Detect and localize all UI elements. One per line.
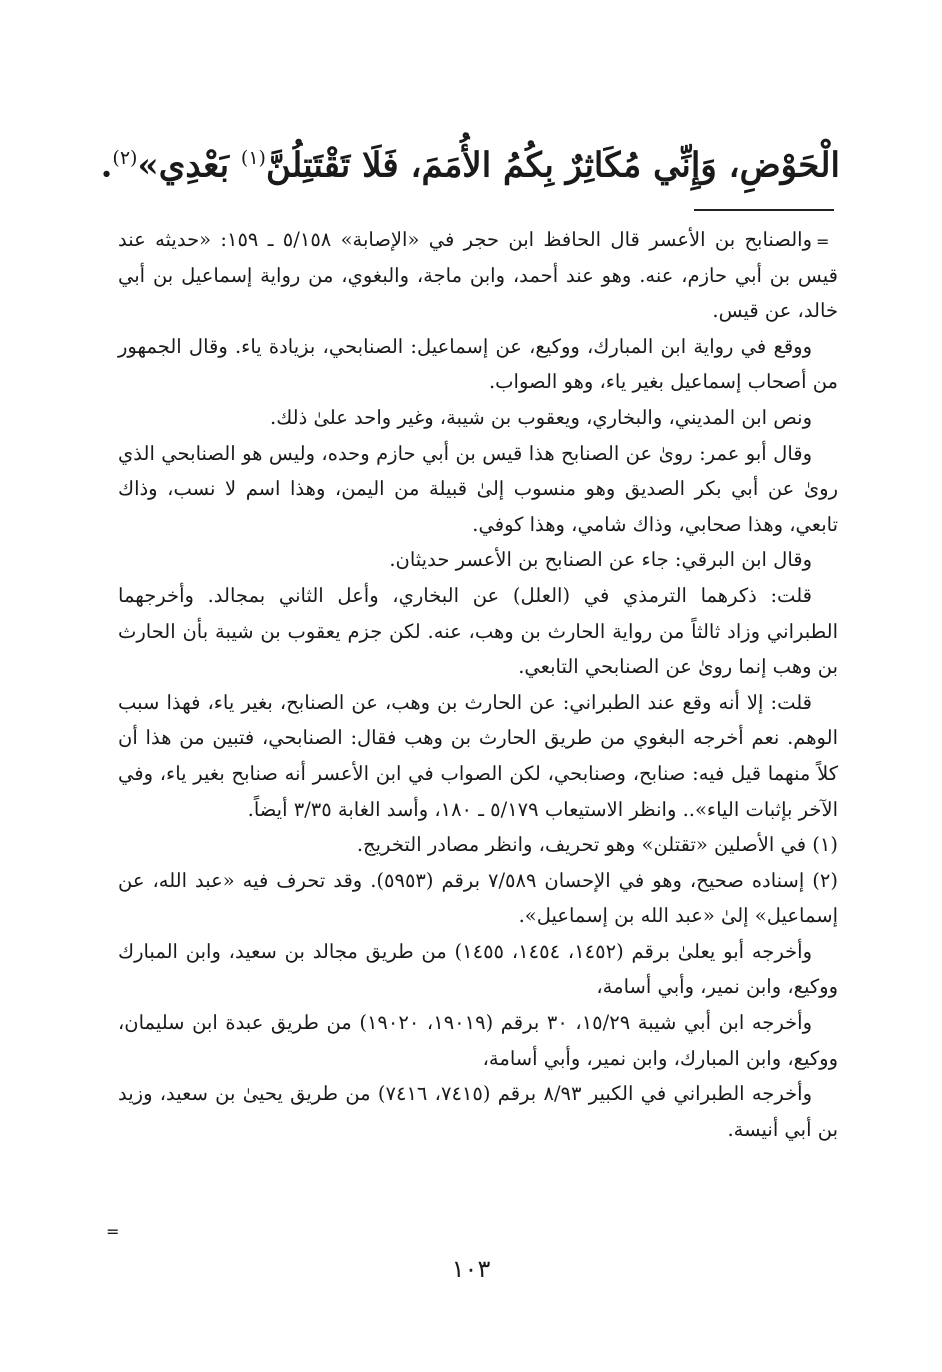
- carryover-paragraph: قلت: ذكرهما الترمذي في (العلل) عن البخاري، وأعل الثاني بمجالد. وأخرجهما الطبراني وزاد ثالثاً من رواية الحارث بن وهب، عنه. لكن جزم يعقوب بن شيبة بأن الحارث بن وهب إنما روىٰ عن الصنابحي التابعي.: [118, 583, 838, 679]
- carryover-paragraph: والصنابح بن الأعسر قال الحافظ ابن حجر في «الإصابة» ٥/١٥٨ ـ ١٥٩: «حديثه عند قيس بن أبي حازم، عنه. وهو عند أحمد، وابن ماجة، والبغوي، من رواية إسماعيل بن أبي خالد، عن قيس.: [118, 228, 838, 323]
- footnote-2-paragraph: وأخرجه الطبراني في الكبير ٨/٩٣ برقم (٧٤١٥، ٧٤١٦) من طريق يحيىٰ بن سعيد، وزيد بن أبي أنيسة.: [118, 1082, 838, 1141]
- footnotes-section: [118, 222, 838, 1147]
- carryover-paragraph: قلت: إلا أنه وقع عند الطبراني: عن الحارث بن وهب، عن الصنابح، بغير ياء، فهذا سبب الوهم. نعم أخرجه البغوي من طريق الحارث بن وهب فقال: الصنابحي، فتبين من هذا أن كلاً منهما قيل فيه: صنابح، وصنابحي، لكن الصواب في ابن الأعسر أنه صنابح بغير ياء، وفي الآخر بإثبات الياء».. وانظر الاستيعاب ٥/١٧٩ ـ ١٨٠، وأسد الغابة ٣/٣٥ أيضاً.: [118, 690, 838, 821]
- footnote-1: (١) في الأصلين «تقتلن» وهو تحريف، وانظر مصادر التخريج.: [356, 833, 838, 857]
- main-text-part-1: الْحَوْضِ، وَإِنِّي مُكَاثِرٌ بِكُمُ الأُمَمَ، فَلَا تَقْتَتِلُنَّ: [265, 145, 840, 186]
- footnote-2: (٢) إسناده صحيح، وهو في الإحسان ٧/٥٨٩ برقم (٥٩٥٣). وقد تحرف فيه «عبد الله، عن إسماعيل» إلىٰ «عبد الله بن إسماعيل».: [118, 868, 838, 928]
- carryover-paragraph: وقال أبو عمر: روىٰ عن الصنابح هذا قيس بن أبي حازم وحده، وليس هو الصنابحي الذي روىٰ عن أبي بكر الصديق وهو منسوب إلىٰ قبيلة من اليمن، وهذا اسم لا نسب، وذاك تابعي، وهذا صحابي، وذاك شامي، وهذا كوفي.: [118, 441, 838, 536]
- carryover-paragraph: ووقع في رواية ابن المبارك، ووكيع، عن إسماعيل: الصنابحي، بزيادة ياء. وقال الجمهور من أصحاب إسماعيل بغير ياء، وهو الصواب.: [118, 334, 838, 394]
- continuation-marker-top: =: [816, 232, 830, 251]
- main-text-line: [100, 128, 840, 195]
- footnote-ref-2[interactable]: (٢): [112, 147, 138, 169]
- footnote-ref-1[interactable]: (١): [240, 147, 266, 169]
- page-number: ١٠٣: [451, 1255, 491, 1283]
- continuation-marker-bottom: =: [106, 1222, 120, 1241]
- footnote-2-paragraph: وأخرجه أبو يعلىٰ برقم (١٤٥٢، ١٤٥٤، ١٤٥٥) من طريق مجالد بن سعيد، وابن المبارك ووكيع، وابن نمير، وأبي أسامة،: [118, 939, 838, 999]
- main-text-end: .: [100, 145, 113, 186]
- carryover-paragraph: وقال ابن البرقي: جاء عن الصنابح بن الأعسر حديثان.: [389, 548, 812, 572]
- footnote-2-paragraph: وأخرجه ابن أبي شيبة ١٥/٢٩، ٣٠ برقم (١٩٠١٩، ١٩٠٢٠) من طريق عبدة ابن سليمان، ووكيع، وابن المبارك، وابن نمير، وأبي أسامة،: [118, 1011, 838, 1070]
- footnote-separator: [694, 209, 834, 211]
- carryover-paragraph: ونص ابن المديني، والبخاري، ويعقوب بن شيبة، وغير واحد علىٰ ذلك.: [270, 405, 812, 429]
- main-text-part-2: بَعْدِي»: [137, 145, 241, 186]
